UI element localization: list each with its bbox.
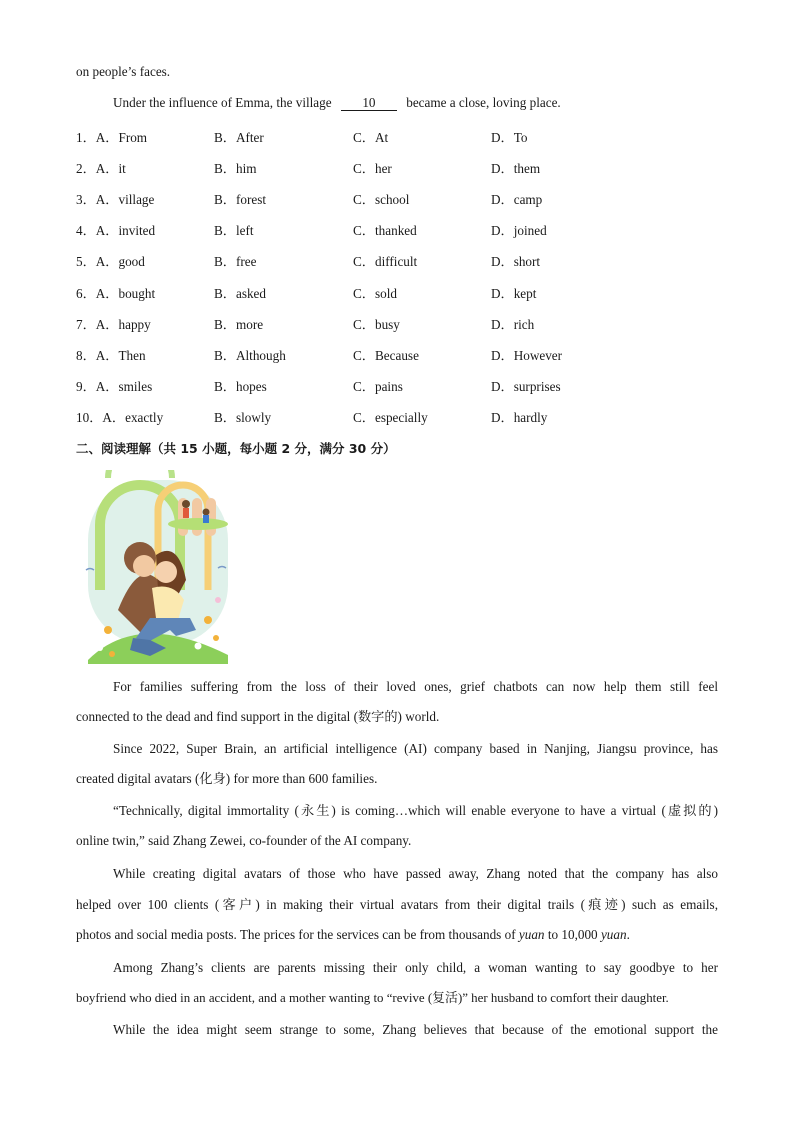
option-d: D．To: [491, 130, 528, 145]
passage-p4-line3: photos and social media posts. The prices for the services can be from thousands of yuan to 10,000 yuan.: [76, 927, 630, 942]
option-b: B．free: [214, 254, 257, 270]
option-c: C．sold: [353, 285, 397, 301]
option-a-text: A．village: [95, 192, 155, 208]
option-row: [76, 345, 636, 361]
option-row: [76, 314, 636, 330]
option-row: [76, 283, 636, 299]
option-c: C．difficult: [353, 254, 418, 270]
option-b: B．asked: [214, 285, 267, 301]
option-a: [76, 127, 147, 146]
option-d: D．surprises: [491, 378, 561, 394]
question-number: 4．: [76, 223, 96, 239]
option-a-text: A．it: [95, 161, 126, 177]
cloze-tail-line-1: on people’s faces.: [76, 64, 171, 79]
option-b: B．more: [214, 316, 264, 332]
cloze-tail-line-2: [113, 95, 561, 111]
option-d: D．them: [491, 161, 541, 177]
passage-p3-line2: online twin,” said Zhang Zewei, co-founder of the AI company.: [76, 833, 412, 848]
option-a: [76, 314, 151, 333]
option-a-text: A．Then: [95, 347, 146, 363]
option-c: C．thanked: [353, 223, 417, 239]
option-row: [76, 220, 636, 239]
option-a-text: A．invited: [95, 223, 156, 239]
mother-daughter-illustration: [78, 470, 240, 664]
question-number: 7．: [76, 316, 96, 332]
option-b: B．him: [214, 161, 257, 177]
passage-p5-line1: Among Zhang’s clients are parents missing their only child, a woman wanting to say goodbye to her: [113, 960, 718, 975]
option-a: [76, 283, 155, 302]
option-a: [76, 251, 145, 270]
option-row: [76, 251, 636, 270]
option-a-text: A．good: [95, 254, 145, 270]
passage-p5-line2: boyfriend who died in an accident, and a mother wanting to “revive (复活)” her husband to comfort their daughter.: [76, 991, 669, 1005]
option-row: [76, 127, 636, 143]
option-d: D．rich: [491, 316, 535, 332]
passage-p6-line1: While the idea might seem strange to some, Zhang believes that because of the emotional support the: [113, 1022, 718, 1037]
option-a-text: A．smiles: [95, 378, 153, 394]
question-number: 10．: [76, 409, 103, 425]
option-c: C．Because: [353, 347, 419, 363]
option-a: [76, 158, 126, 177]
option-c: C．her: [353, 161, 392, 177]
option-a-text: A．bought: [95, 285, 156, 301]
option-c: C．At: [353, 130, 389, 145]
option-d: D．camp: [491, 192, 543, 208]
option-d: D．short: [491, 254, 541, 270]
cloze-blank-10: 10: [341, 96, 397, 111]
option-a-text: A．happy: [95, 316, 151, 332]
passage-p1-line1: For families suffering from the loss of their loved ones, grief chatbots can now help them still feel: [113, 679, 718, 694]
option-row: [76, 376, 636, 392]
option-b: B．forest: [214, 192, 267, 208]
option-b: B．After: [214, 130, 264, 145]
option-a: [76, 220, 155, 239]
option-d: D．kept: [491, 285, 537, 301]
question-number: 2．: [76, 161, 96, 177]
passage-p2-line1: Since 2022, Super Brain, an artificial intelligence (AI) company based in Nanjing, Jiangsu province, has: [113, 741, 718, 756]
question-number: 5．: [76, 254, 96, 270]
option-c: C．school: [353, 192, 410, 208]
option-d: D．joined: [491, 223, 547, 239]
option-d: D．hardly: [491, 409, 548, 425]
option-c: C．pains: [353, 378, 403, 394]
cloze-text-before: Under the influence of Emma, the village: [113, 95, 332, 110]
cloze-text-after: became a close, loving place.: [406, 95, 561, 110]
question-number: 8．: [76, 347, 96, 363]
passage-p4-line1: While creating digital avatars of those who have passed away, Zhang noted that the company has also: [113, 866, 718, 881]
option-a-text: A．From: [95, 130, 148, 145]
option-a: [76, 376, 152, 395]
option-b: B．hopes: [214, 378, 267, 394]
option-a: [76, 407, 163, 426]
question-number: 9．: [76, 378, 96, 394]
passage-p4-line2: helped over 100 clients (客户) in making their virtual avatars from their digital trails (痕迹) such as emails,: [76, 897, 718, 912]
option-b: B．Although: [214, 347, 286, 363]
passage-p1-line2: connected to the dead and find support in the digital (数字的) world.: [76, 709, 440, 724]
option-row: [76, 158, 636, 177]
question-number: 6．: [76, 285, 96, 301]
option-a: [76, 345, 146, 364]
question-number: 1．: [76, 130, 96, 145]
passage-p2-line2: created digital avatars (化身) for more than 600 families.: [76, 771, 378, 786]
option-b: B．slowly: [214, 409, 272, 425]
section-title: 二、阅读理解（共 15 小题，每小题 2 分，满分 30 分）: [76, 441, 396, 456]
option-b: B．left: [214, 223, 254, 239]
option-c: C．busy: [353, 316, 400, 332]
passage-p3-line1: “Technically, digital immortality (永生) is coming…which will enable everyone to have a virtual (虚拟的): [113, 803, 718, 818]
option-d: D．However: [491, 347, 563, 363]
option-c: C．especially: [353, 409, 428, 425]
option-a-text: A．exactly: [102, 409, 164, 425]
option-row: [76, 189, 636, 208]
option-row: [76, 407, 636, 423]
question-number: 3．: [76, 192, 96, 208]
option-a: [76, 189, 154, 208]
